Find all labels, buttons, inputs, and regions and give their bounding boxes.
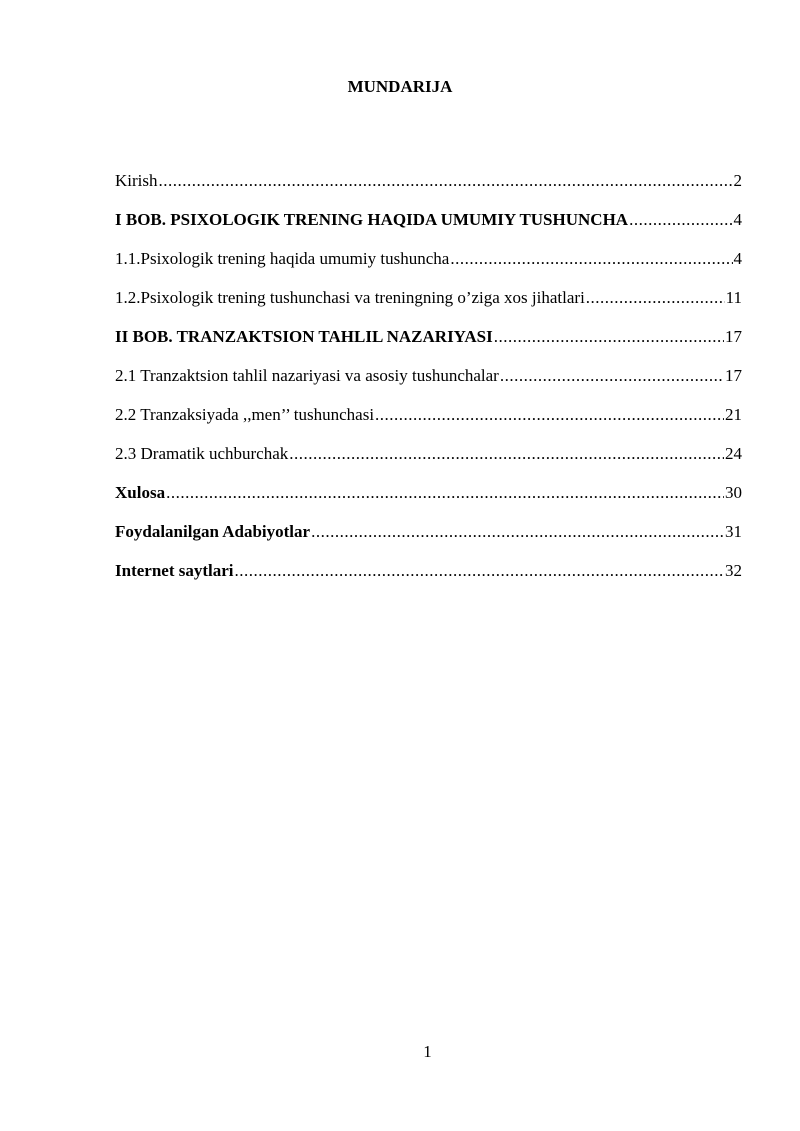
toc-leader-dots: [289, 443, 724, 465]
toc-entry-page: 2: [733, 171, 742, 190]
toc-entry-page: 31: [725, 522, 742, 541]
toc-entry-page: 17: [725, 327, 742, 346]
toc-entry[interactable]: [115, 404, 742, 443]
toc-entry-page: 24: [725, 444, 742, 463]
toc-entry[interactable]: [115, 365, 742, 404]
toc-leader-dots: [159, 170, 733, 192]
toc-entry[interactable]: [115, 326, 742, 365]
toc-entry-label: Kirish: [115, 171, 158, 190]
toc-entry-label: 1.1.Psixologik trening haqida umumiy tushuncha: [115, 249, 450, 268]
toc-entry-page: 17: [725, 366, 742, 385]
toc-leader-dots: [235, 560, 724, 582]
toc-entry-label: I BOB. PSIXOLOGIK TRENING HAQIDA UMUMIY TUSHUNCHA: [115, 210, 629, 229]
toc-entry-page: 32: [725, 561, 742, 580]
toc-entry-page: 21: [725, 405, 742, 424]
toc-title: MUNDARIJA: [347, 77, 453, 96]
page-number: 1: [423, 1042, 432, 1061]
toc-entry[interactable]: [115, 170, 742, 209]
toc-leader-dots: [166, 482, 724, 504]
toc-entry-label: 2.2 Tranzaksiyada ,,men’’ tushunchasi: [115, 405, 375, 424]
toc-entry-label: Internet saytlari: [115, 561, 234, 580]
toc-entry[interactable]: [115, 209, 742, 248]
toc-entry-label: Foydalanilgan Adabiyotlar: [115, 522, 311, 541]
table-of-contents: [115, 170, 742, 599]
toc-entry-page: 30: [725, 483, 742, 502]
toc-leader-dots: [375, 404, 724, 426]
toc-entry-label: 1.2.Psixologik trening tushunchasi va treningning o’ziga xos jihatlari: [115, 288, 585, 307]
toc-entry[interactable]: [115, 482, 742, 521]
toc-leader-dots: [629, 209, 732, 231]
toc-entry-label: 2.3 Dramatik uchburchak: [115, 444, 289, 463]
toc-entry[interactable]: [115, 560, 742, 599]
toc-leader-dots: [500, 365, 724, 387]
toc-entry-page: 4: [733, 210, 742, 229]
toc-leader-dots: [450, 248, 732, 270]
toc-entry[interactable]: [115, 443, 742, 482]
toc-leader-dots: [494, 326, 724, 348]
toc-entry-page: 4: [733, 249, 742, 268]
toc-entry-page: 11: [725, 288, 742, 307]
toc-entry-label: 2.1 Tranzaktsion tahlil nazariyasi va asosiy tushunchalar: [115, 366, 499, 385]
toc-entry[interactable]: [115, 287, 742, 326]
toc-entry[interactable]: [115, 521, 742, 560]
toc-entry-label: II BOB. TRANZAKTSION TAHLIL NAZARIYASI: [115, 327, 493, 346]
toc-entry-label: Xulosa: [115, 483, 166, 502]
toc-entry[interactable]: [115, 248, 742, 287]
toc-leader-dots: [311, 521, 724, 543]
toc-leader-dots: [586, 287, 725, 309]
